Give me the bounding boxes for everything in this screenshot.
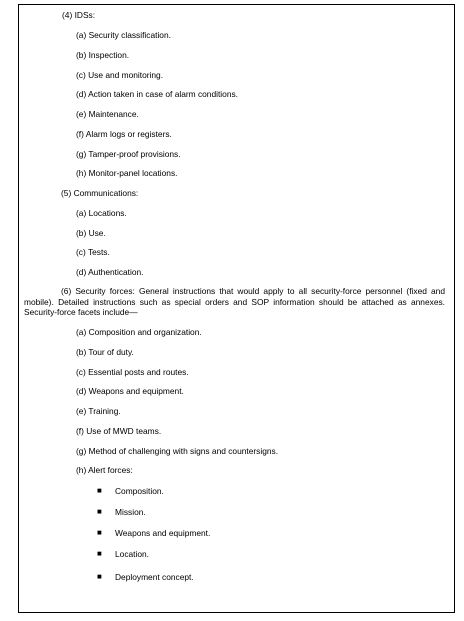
list-item: (g) Tamper-proof provisions. — [76, 149, 181, 159]
bullet-item: Weapons and equipment. — [115, 528, 211, 538]
list-item: (c) Tests. — [76, 247, 110, 257]
list-item: (d) Weapons and equipment. — [76, 386, 184, 396]
list-item: (b) Use. — [76, 228, 106, 238]
bullet-item: Composition. — [115, 486, 164, 496]
list-item: (f) Alarm logs or registers. — [76, 129, 172, 139]
list-item: (b) Inspection. — [76, 50, 130, 60]
bullet-item: Deployment concept. — [115, 572, 194, 582]
bullet-icon: ■ — [97, 572, 102, 581]
bullet-icon: ■ — [97, 549, 102, 558]
bullet-icon: ■ — [97, 507, 102, 516]
list-item: (c) Use and monitoring. — [76, 70, 164, 80]
section-heading-communications: (5) Communications: — [61, 188, 139, 198]
list-item: (a) Locations. — [76, 208, 127, 218]
list-item: (d) Authentication. — [76, 267, 144, 277]
bullet-item: Mission. — [115, 507, 146, 517]
list-item: (d) Action taken in case of alarm conditions. — [76, 89, 238, 99]
list-item: (f) Use of MWD teams. — [76, 426, 162, 436]
list-item: (h) Monitor-panel locations. — [76, 168, 178, 178]
list-item: (a) Composition and organization. — [76, 327, 202, 337]
list-item: (c) Essential posts and routes. — [76, 367, 189, 377]
list-item: (b) Tour of duty. — [76, 347, 134, 357]
list-item: (h) Alert forces: — [76, 465, 133, 475]
section-heading-ids: (4) IDSs: — [62, 10, 96, 20]
bullet-icon: ■ — [97, 528, 102, 537]
bullet-item: Location. — [115, 549, 149, 559]
list-item: (a) Security classification. — [76, 30, 171, 40]
security-forces-paragraph: (6) Security forces: General instructions that would apply to all security-force personnel (fixed and mobile). Detailed instructions such as special orders and SOP information should be attached as annexes. Security-force facets include— — [24, 286, 445, 317]
list-item: (g) Method of challenging with signs and countersigns. — [76, 446, 279, 456]
list-item: (e) Training. — [76, 406, 121, 416]
bullet-icon: ■ — [97, 486, 102, 495]
list-item: (e) Maintenance. — [76, 109, 139, 119]
